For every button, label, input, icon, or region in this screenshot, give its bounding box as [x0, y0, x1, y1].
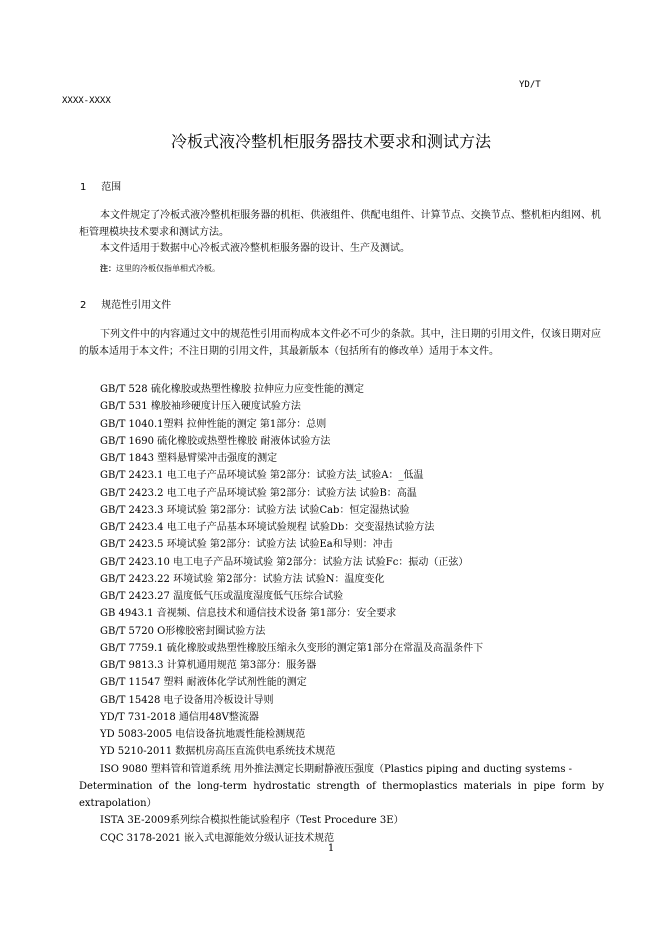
reference-list	[79, 381, 604, 847]
reference-item: GB/T 7759.1 硫化橡胶或热塑性橡胶压缩永久变形的测定第1部分在常温及高温条件下	[100, 642, 484, 654]
reference-item: GB/T 9813.3 计算机通用规范 第3部分：服务器	[100, 660, 317, 671]
reference-item: GB/T 2423.27 温度低气压或温度湿度低气压综合试验	[100, 591, 344, 602]
iso-9080-line-2: Determination of the long-term hydrostatic strength of thermoplastics materials in pipe form by extrapolation）	[79, 780, 604, 809]
section-1-title: 范围	[101, 182, 122, 193]
section-2-title: 规范性引用文件	[101, 300, 172, 311]
reference-item: GB/T 1843 塑料悬臂梁冲击强度的测定	[100, 453, 278, 464]
reference-item: YD 5083-2005 电信设备抗地震性能检测规范	[100, 729, 306, 740]
standard-prefix: YD/T	[519, 80, 541, 90]
reference-item-cqc: CQC 3178-2021 嵌入式电源能效分级认证技术规范	[100, 832, 335, 844]
section-2-number: 2	[80, 300, 87, 311]
document-title: 冷板式液冷整机柜服务器技术要求和测试方法	[170, 132, 491, 151]
reference-item: GB/T 1690 硫化橡胶或热塑性橡胶 耐液体试验方法	[100, 435, 331, 447]
reference-item: GB/T 15428 电子设备用冷板设计导则	[100, 694, 274, 706]
reference-item: GB/T 2423.10 电工电子产品环境试验 第2部分：试验方法 试验Fc：振动（正弦）	[100, 556, 469, 568]
reference-item-iso-9080	[79, 761, 604, 813]
reference-item: YD 5210-2011 数据机房高压直流供电系统技术规范	[100, 746, 336, 758]
reference-item: GB/T 2423.2 电工电子产品环境试验 第2部分：试验方法 试验B：高温	[100, 487, 417, 499]
section-1-heading	[80, 178, 121, 193]
reference-item: GB/T 531 橡胶袖珍硬度计压入硬度试验方法	[100, 401, 301, 413]
section-1-note	[100, 263, 220, 274]
reference-item: YD/T 731-2018 通信用48V整流器	[100, 711, 259, 723]
reference-item: GB/T 2423.1 电工电子产品环境试验 第2部分：试验方法_试验A：_低温	[100, 470, 424, 482]
note-label: 注：	[100, 263, 116, 273]
section-2-heading	[80, 296, 171, 311]
reference-item: GB/T 528 硫化橡胶或热塑性橡胶 拉伸应力应变性能的测定	[100, 384, 364, 395]
section-1-number: 1	[80, 182, 87, 193]
reference-item: GB 4943.1 音视频、信息技术和通信技术设备 第1部分：安全要求	[100, 608, 397, 620]
reference-item: GB/T 1040.1塑料 拉伸性能的测定 第1部分：总则	[100, 418, 327, 430]
page-number: 1	[327, 843, 335, 854]
section-1-paragraph-2: 本文件适用于数据中心冷板式液冷整机柜服务器的设计、生产及测试。	[100, 243, 410, 254]
reference-item: GB/T 5720 O形橡胶密封圈试验方法	[100, 625, 266, 637]
reference-item: GB/T 2423.3 环境试验 第2部分：试验方法 试验Cab：恒定湿热试验	[100, 504, 410, 516]
reference-item: GB/T 11547 塑料 耐液体化学试剂性能的测定	[100, 677, 307, 689]
section-1-paragraph-1: 本文件规定了冷板式液冷整机柜服务器的机柜、供液组件、供配电组件、计算节点、交换节点、整机柜内组网、机柜管理模块技术要求和测试方法。	[79, 210, 601, 238]
reference-item: GB/T 2423.5 环境试验 第2部分：试验方法 试验Ea和导则：冲击	[100, 539, 393, 551]
reference-item-ista: ISTA 3E-2009系列综合模拟性能试验程序（Test Procedure 3E）	[100, 815, 404, 827]
iso-9080-line-1: ISO 9080 塑料管和管道系统 用外推法测定长期耐静液压强度（Plastics piping and ducting systems -	[100, 763, 573, 775]
reference-item: GB/T 2423.22 环境试验 第2部分：试验方法 试验N：温度变化	[100, 573, 385, 585]
standard-number: XXXX-XXXX	[62, 96, 111, 106]
note-text: 这里的冷板仅指单相式冷板。	[116, 264, 220, 273]
reference-item: GB/T 2423.4 电工电子产品基本环境试验规程 试验Db：交变湿热试验方法	[100, 522, 435, 533]
section-2-intro: 下列文件中的内容通过文中的规范性引用而构成本文件必不可少的条款。其中，注日期的引用文件，仅该日期对应的版本适用于本文件；不注日期的引用文件，其最新版本（包括所有的修改单）适用于本文件。	[79, 329, 601, 357]
